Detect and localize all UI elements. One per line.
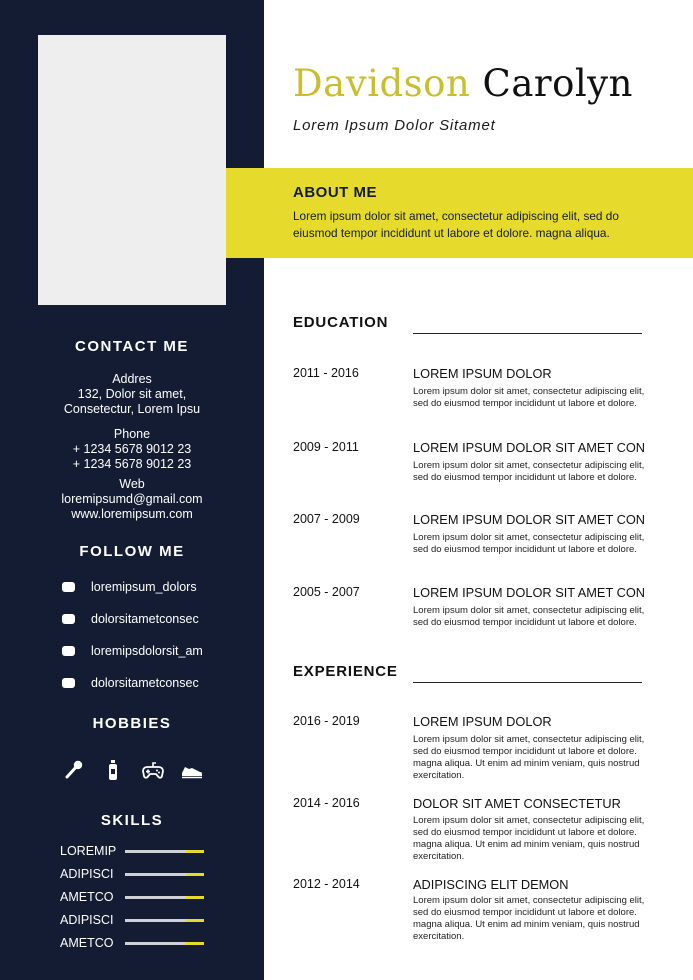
skill-level-fill bbox=[125, 896, 186, 899]
description-line: exercitation. bbox=[413, 851, 465, 862]
experience-title: DOLOR SIT AMET CONSECTETUR bbox=[413, 796, 621, 811]
experience-years: 2014 - 2016 bbox=[293, 796, 360, 810]
social-icon bbox=[62, 582, 75, 592]
experience-title: ADIPISCING ELIT DEMON bbox=[413, 877, 569, 892]
follow-item bbox=[62, 611, 199, 627]
social-icon bbox=[62, 678, 75, 688]
web-label: Web bbox=[119, 477, 145, 491]
skill-bar bbox=[125, 896, 204, 899]
skill-label: LOREMIP bbox=[60, 844, 117, 858]
contact-web bbox=[0, 477, 264, 522]
experience-description bbox=[413, 815, 645, 863]
contact-heading: CONTACT ME bbox=[75, 338, 189, 355]
skill-row bbox=[60, 912, 210, 928]
experience-description bbox=[413, 895, 645, 943]
first-name: Davidson bbox=[293, 62, 471, 105]
description-line: magna aliqua. Ut enim ad minim veniam, quis nostrud bbox=[413, 758, 640, 769]
description-line: Lorem ipsum dolor sit amet, consectetur adipiscing elit, bbox=[413, 386, 645, 397]
email-text: loremipsumd@gmail.com bbox=[61, 492, 203, 506]
last-name: Carolyn bbox=[482, 62, 633, 105]
microphone-icon bbox=[62, 758, 86, 782]
education-description bbox=[413, 605, 645, 629]
education-title: LOREM IPSUM DOLOR bbox=[413, 366, 552, 381]
skill-bar bbox=[125, 850, 204, 853]
description-line: sed do eiusmod tempor incididunt ut labore et dolore. bbox=[413, 746, 637, 757]
skill-bar bbox=[125, 919, 204, 922]
gamepad-icon bbox=[141, 758, 165, 782]
description-line: sed do eiusmod tempor incididunt ut labore et dolore. bbox=[413, 544, 637, 555]
description-line: sed do eiusmod tempor incididunt ut labore et dolore. bbox=[413, 398, 637, 409]
description-line: sed do eiusmod tempor incididunt ut labore et dolore. bbox=[413, 827, 637, 838]
education-years: 2011 - 2016 bbox=[293, 366, 359, 380]
skill-bar bbox=[125, 942, 204, 945]
skill-level-fill bbox=[125, 850, 186, 853]
social-icon bbox=[62, 646, 75, 656]
follow-item-label: dolorsitametconsec bbox=[91, 676, 199, 690]
description-line: sed do eiusmod tempor incididunt ut labore et dolore. bbox=[413, 472, 637, 483]
follow-item-label: dolorsitametconsec bbox=[91, 612, 199, 626]
education-divider bbox=[413, 333, 642, 334]
education-years: 2007 - 2009 bbox=[293, 512, 360, 526]
education-description bbox=[413, 532, 645, 556]
education-title: LOREM IPSUM DOLOR SIT AMET CON bbox=[413, 512, 646, 527]
skill-label: AMETCO bbox=[60, 890, 114, 904]
about-heading: ABOUT ME bbox=[293, 184, 377, 201]
skill-label: ADIPISCI bbox=[60, 913, 114, 927]
education-heading: EDUCATION bbox=[293, 314, 389, 331]
education-title: LOREM IPSUM DOLOR SIT AMET CON bbox=[413, 440, 646, 455]
phone-number: + 1234 5678 9012 23 bbox=[72, 442, 192, 456]
experience-years: 2016 - 2019 bbox=[293, 714, 360, 728]
profile-photo-placeholder bbox=[38, 35, 226, 305]
description-line: Lorem ipsum dolor sit amet, consectetur adipiscing elit, bbox=[413, 605, 645, 616]
follow-heading: FOLLOW ME bbox=[79, 543, 185, 560]
education-description bbox=[413, 460, 645, 484]
experience-description bbox=[413, 734, 645, 782]
skill-level-fill bbox=[125, 919, 186, 922]
description-line: Lorem ipsum dolor sit amet, consectetur adipiscing elit, bbox=[413, 895, 645, 906]
education-years: 2009 - 2011 bbox=[293, 440, 359, 454]
resume-subtitle: Lorem Ipsum Dolor Sitamet bbox=[293, 117, 496, 134]
about-text: Lorem ipsum dolor sit amet, consectetur adipiscing elit, sed do eiusmod tempor incididunt ut labore et dolore. magna aliqua. bbox=[293, 209, 619, 240]
social-icon bbox=[62, 614, 75, 624]
website-text: www.loremipsum.com bbox=[71, 507, 193, 521]
contact-phone bbox=[0, 427, 264, 472]
address-line: 132, Dolor sit amet, bbox=[77, 387, 187, 401]
experience-heading: EXPERIENCE bbox=[293, 663, 398, 680]
description-line: Lorem ipsum dolor sit amet, consectetur adipiscing elit, bbox=[413, 815, 645, 826]
description-line: exercitation. bbox=[413, 770, 465, 781]
description-line: Lorem ipsum dolor sit amet, consectetur adipiscing elit, bbox=[413, 460, 645, 471]
description-line: sed do eiusmod tempor incididunt ut labore et dolore. bbox=[413, 617, 637, 628]
skill-row bbox=[60, 935, 210, 951]
follow-item-label: loremipsum_dolors bbox=[91, 580, 197, 594]
description-line: exercitation. bbox=[413, 931, 465, 942]
follow-item bbox=[62, 675, 199, 691]
address-line: Consetectur, Lorem Ipsu bbox=[63, 402, 201, 416]
resume-name bbox=[293, 62, 633, 105]
skill-label: AMETCO bbox=[60, 936, 114, 950]
contact-address bbox=[0, 372, 264, 417]
sneaker-icon bbox=[180, 758, 204, 782]
experience-title: LOREM IPSUM DOLOR bbox=[413, 714, 552, 729]
skills-heading: SKILLS bbox=[100, 812, 164, 829]
follow-item bbox=[62, 643, 203, 659]
education-years: 2005 - 2007 bbox=[293, 585, 360, 599]
skill-bar bbox=[125, 873, 204, 876]
education-description bbox=[413, 386, 645, 410]
hobbies-heading: HOBBIES bbox=[92, 715, 172, 732]
description-line: magna aliqua. Ut enim ad minim veniam, quis nostrud bbox=[413, 839, 640, 850]
description-line: magna aliqua. Ut enim ad minim veniam, quis nostrud bbox=[413, 919, 640, 930]
bottle-icon bbox=[101, 758, 125, 782]
skill-level-fill bbox=[125, 873, 186, 876]
address-label: Addres bbox=[112, 372, 152, 386]
skill-row bbox=[60, 843, 210, 859]
follow-item-label: loremipsdolorsit_am bbox=[91, 644, 203, 658]
phone-number: + 1234 5678 9012 23 bbox=[72, 457, 192, 471]
description-line: Lorem ipsum dolor sit amet, consectetur adipiscing elit, bbox=[413, 532, 645, 543]
skill-row bbox=[60, 866, 210, 882]
hobby-icons bbox=[62, 758, 204, 782]
follow-item bbox=[62, 579, 197, 595]
experience-divider bbox=[413, 682, 642, 683]
experience-years: 2012 - 2014 bbox=[293, 877, 360, 891]
education-title: LOREM IPSUM DOLOR SIT AMET CON bbox=[413, 585, 646, 600]
skill-row bbox=[60, 889, 210, 905]
phone-label: Phone bbox=[113, 427, 151, 441]
skill-level-fill bbox=[125, 942, 186, 945]
description-line: sed do eiusmod tempor incididunt ut labore et dolore. bbox=[413, 907, 637, 918]
description-line: Lorem ipsum dolor sit amet, consectetur adipiscing elit, bbox=[413, 734, 645, 745]
skill-label: ADIPISCI bbox=[60, 867, 114, 881]
